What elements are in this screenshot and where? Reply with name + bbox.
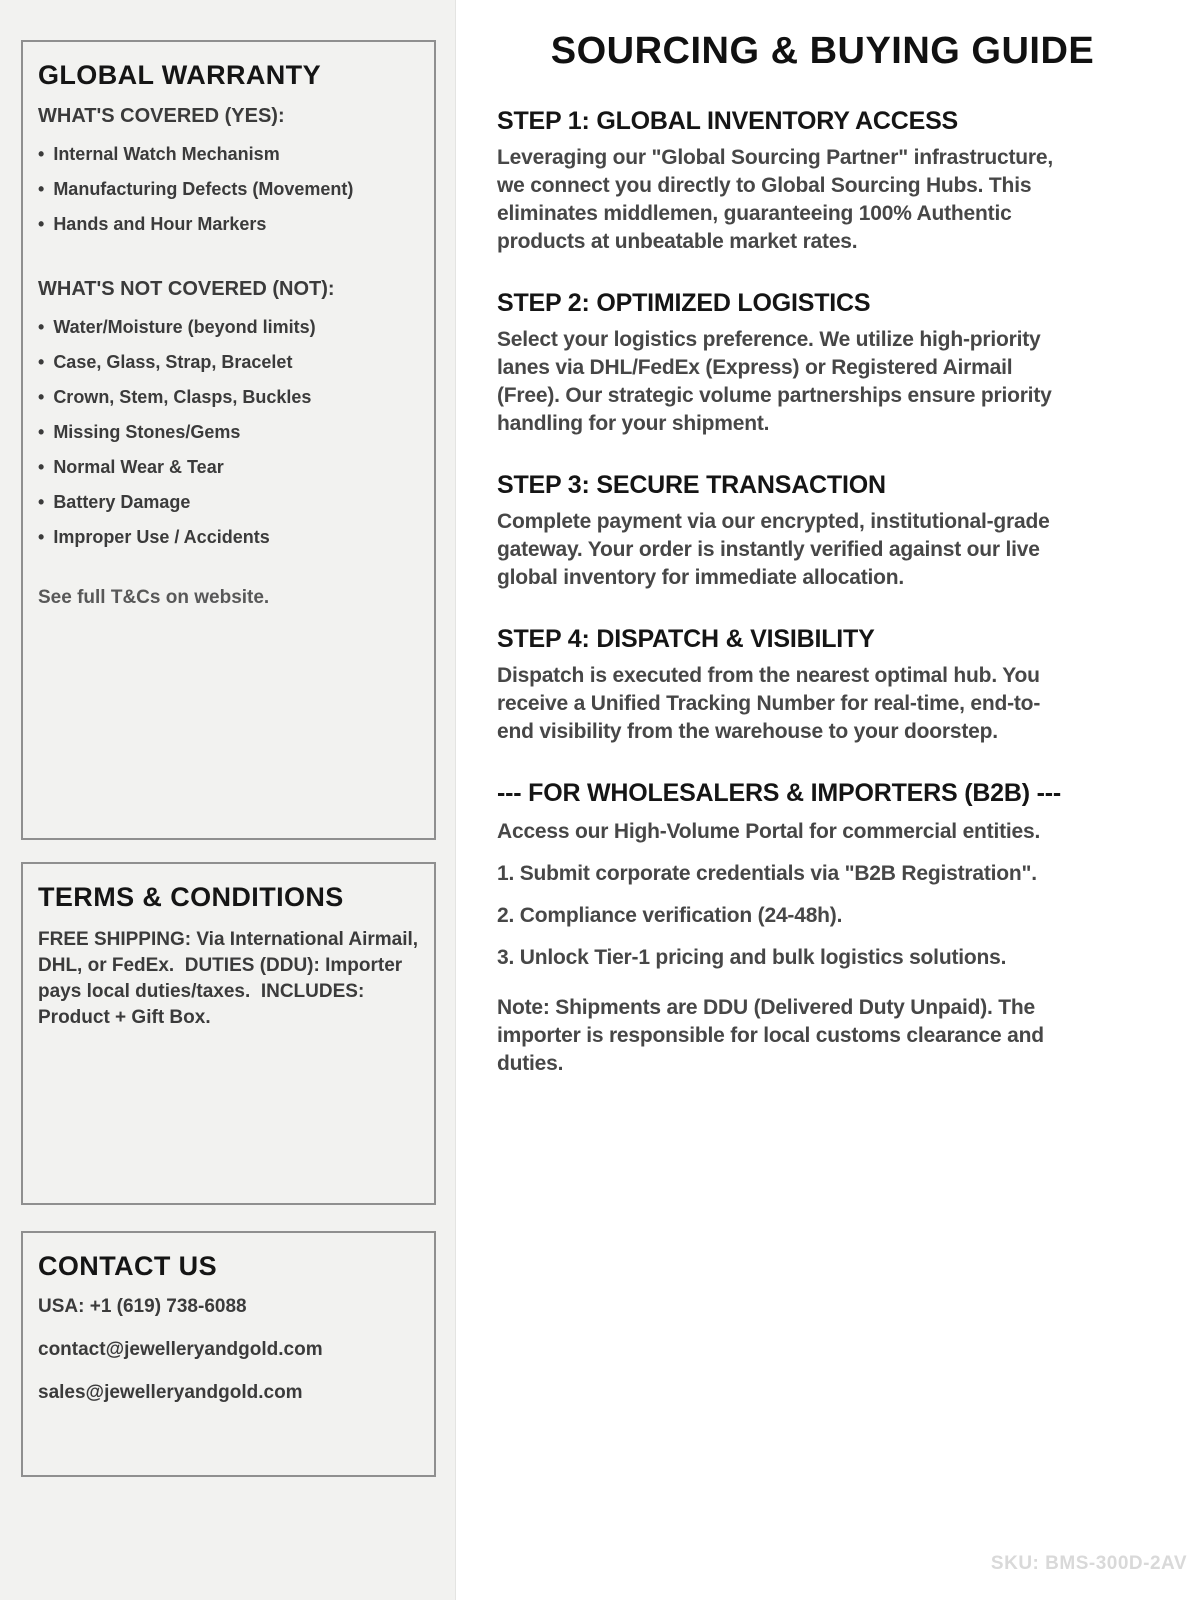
b2b-intro: Access our High-Volume Portal for commercial entities.	[497, 820, 1041, 843]
warranty-note: See full T&Cs on website.	[38, 587, 270, 608]
contact-phone: USA: +1 (619) 738-6088	[38, 1296, 247, 1317]
terms-conditions-panel	[21, 862, 436, 1205]
list-item: • Crown, Stem, Clasps, Buckles	[38, 387, 419, 407]
step-2-section	[497, 289, 1148, 438]
b2b-note: Note: Shipments are DDU (Delivered Duty Unpaid). The importer is responsible for local customs clearance and duties.	[497, 996, 1044, 1075]
global-warranty-panel	[21, 40, 436, 840]
list-item: • Manufacturing Defects (Movement)	[38, 179, 419, 199]
step-1-heading: STEP 1: GLOBAL INVENTORY ACCESS	[497, 107, 959, 135]
sidebar	[0, 0, 456, 1600]
sku-label: SKU: BMS-300D-2AV	[990, 1553, 1187, 1574]
not-covered-list	[38, 317, 419, 547]
covered-heading: WHAT'S COVERED (YES):	[38, 105, 285, 127]
list-item: • Case, Glass, Strap, Bracelet	[38, 352, 419, 372]
step-3-heading: STEP 3: SECURE TRANSACTION	[497, 471, 886, 499]
step-2-heading: STEP 2: OPTIMIZED LOGISTICS	[497, 289, 871, 317]
b2b-item-1: 1. Submit corporate credentials via "B2B Registration".	[497, 862, 1037, 885]
b2b-item-3: 3. Unlock Tier-1 pricing and bulk logistics solutions.	[497, 946, 1007, 969]
contact-title: CONTACT US	[38, 1251, 217, 1281]
step-4-section	[497, 625, 1148, 746]
b2b-heading: --- FOR WHOLESALERS & IMPORTERS (B2B) ---	[497, 779, 1061, 807]
contact-email-sales: sales@jewelleryandgold.com	[38, 1382, 303, 1403]
list-item: • Missing Stones/Gems	[38, 422, 419, 442]
list-item: • Hands and Hour Markers	[38, 214, 419, 234]
step-3-section	[497, 471, 1148, 592]
list-item: • Water/Moisture (beyond limits)	[38, 317, 419, 337]
b2b-item-2: 2. Compliance verification (24-48h).	[497, 904, 843, 927]
terms-title: TERMS & CONDITIONS	[38, 882, 344, 912]
list-item: • Internal Watch Mechanism	[38, 144, 419, 164]
step-1-section	[497, 107, 1148, 256]
contact-email-primary: contact@jewelleryandgold.com	[38, 1339, 323, 1360]
list-item: • Normal Wear & Tear	[38, 457, 419, 477]
list-item: • Battery Damage	[38, 492, 419, 512]
step-2-body: Select your logistics preference. We utilize high-priority lanes via DHL/FedEx (Express) or Registered Airmail (Free). Our strategic volume partnerships ensure priority handling for your shipment.	[497, 328, 1052, 435]
step-1-body: Leveraging our "Global Sourcing Partner" infrastructure, we connect you directly to Global Sourcing Hubs. This eliminates middlemen, guaranteeing 100% Authentic products at unbeatable market rates.	[497, 146, 1053, 253]
contact-us-panel	[21, 1231, 436, 1477]
covered-list	[38, 144, 419, 234]
step-4-heading: STEP 4: DISPATCH & VISIBILITY	[497, 625, 875, 653]
not-covered-heading: WHAT'S NOT COVERED (NOT):	[38, 278, 335, 300]
main-content	[456, 0, 1200, 1600]
step-4-body: Dispatch is executed from the nearest optimal hub. You receive a Unified Tracking Number for real-time, end-to-end visibility from the warehouse to your doorstep.	[497, 664, 1041, 743]
step-3-body: Complete payment via our encrypted, institutional-grade gateway. Your order is instantly verified against our live global inventory for immediate allocation.	[497, 510, 1050, 589]
b2b-section	[497, 779, 1148, 1078]
list-item: • Improper Use / Accidents	[38, 527, 419, 547]
warranty-title: GLOBAL WARRANTY	[38, 60, 321, 90]
page-title: SOURCING & BUYING GUIDE	[550, 30, 1095, 72]
terms-body: FREE SHIPPING: Via International Airmail, DHL, or FedEx. DUTIES (DDU): Importer pays local duties/taxes. INCLUDES: Product + Gift Box.	[38, 929, 424, 1028]
